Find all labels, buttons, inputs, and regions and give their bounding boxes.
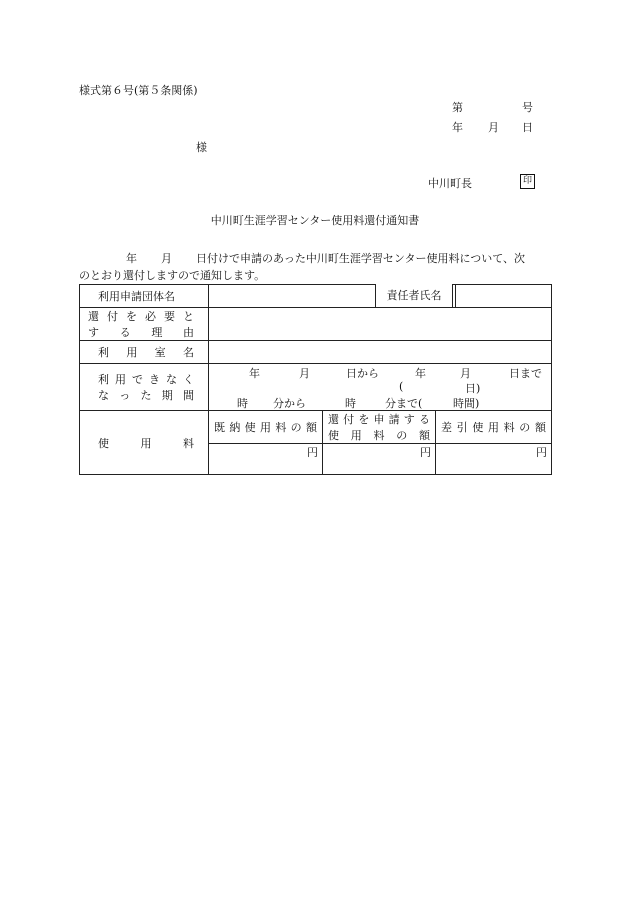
lbl-char: 要 bbox=[164, 310, 175, 323]
lbl-char: 利 bbox=[98, 346, 109, 359]
lbl-char: 名 bbox=[182, 346, 194, 359]
label-usage-fee bbox=[80, 411, 209, 475]
lbl-char: な bbox=[98, 389, 109, 402]
period-end-day: 日まで bbox=[509, 367, 542, 380]
label-room-name bbox=[80, 341, 209, 364]
period-start-minute: 分から bbox=[273, 397, 306, 410]
responsible-value bbox=[456, 285, 552, 308]
body-line1-text: 日付けで申請のあった中川町生涯学習センター使用料について、次 bbox=[196, 252, 526, 265]
hdr-char: 料 bbox=[275, 421, 287, 434]
lbl-char: 利 bbox=[98, 373, 109, 386]
seal-mark: 印 bbox=[520, 174, 535, 189]
label-refund-reason bbox=[80, 308, 209, 341]
lbl-char: 用 bbox=[115, 373, 126, 386]
lbl-char: 還 bbox=[88, 310, 99, 323]
document-title: 中川町生涯学習センター使用料還付通知書 bbox=[210, 214, 420, 227]
refund-requested-fee-value bbox=[323, 444, 436, 475]
header-refund-requested-fee bbox=[323, 411, 436, 444]
refund-reason-value bbox=[209, 308, 552, 341]
yen-unit: 円 bbox=[307, 446, 318, 459]
yen-unit: 円 bbox=[536, 446, 547, 459]
period-start-month: 月 bbox=[299, 367, 310, 380]
hdr-char: 料 bbox=[503, 421, 515, 434]
hdr-char: る bbox=[418, 413, 430, 426]
hdr-char: 用 bbox=[487, 421, 499, 434]
lbl-char: 必 bbox=[145, 310, 156, 323]
lbl-char: た bbox=[140, 389, 152, 402]
period-end-month: 月 bbox=[460, 367, 471, 380]
label-applicant-group-text: 利用申請団体名 bbox=[98, 290, 175, 303]
lbl-char: っ bbox=[119, 389, 131, 402]
issuer: 中川町長 bbox=[428, 177, 472, 190]
hdr-char: の bbox=[290, 421, 302, 434]
lbl-char: で bbox=[132, 373, 143, 386]
lbl-char: き bbox=[149, 373, 160, 386]
body-month: 月 bbox=[161, 252, 172, 265]
lbl-char: 期 bbox=[161, 389, 173, 402]
hdr-char: を bbox=[358, 413, 370, 426]
hdr-char: 料 bbox=[373, 429, 385, 442]
hdr-char: 引 bbox=[456, 421, 468, 434]
net-fee-value bbox=[436, 444, 552, 475]
yen-unit: 円 bbox=[420, 446, 431, 459]
lbl-char: を bbox=[126, 310, 137, 323]
hdr-char: 請 bbox=[388, 413, 400, 426]
paid-fee-value bbox=[209, 444, 323, 475]
date-day: 日 bbox=[522, 121, 533, 134]
period-end-year: 年 bbox=[415, 367, 426, 380]
lbl-char: 用 bbox=[140, 436, 152, 450]
header-net-fee bbox=[436, 411, 552, 444]
form-number: 様式第６号(第５条関係) bbox=[79, 84, 198, 97]
lbl-char: 用 bbox=[126, 346, 138, 359]
hdr-char: 用 bbox=[350, 429, 362, 442]
label-unusable-period bbox=[80, 364, 209, 411]
hdr-char: 還 bbox=[328, 413, 339, 426]
period-hours: 時間) bbox=[453, 397, 480, 410]
hdr-char: 納 bbox=[229, 421, 241, 434]
hdr-char: 使 bbox=[328, 429, 339, 442]
body-year: 年 bbox=[126, 252, 137, 265]
date-year: 年 bbox=[452, 121, 463, 134]
period-end-hour: 時 bbox=[345, 397, 356, 410]
lbl-char: 理 bbox=[151, 326, 163, 339]
label-applicant-group bbox=[80, 285, 209, 308]
body-line-2: のとおり還付しますので通知します。 bbox=[79, 269, 266, 282]
period-start-hour: 時 bbox=[237, 397, 248, 410]
period-days-close: 日) bbox=[465, 382, 481, 395]
lbl-char: 付 bbox=[107, 310, 118, 323]
hdr-char: 付 bbox=[343, 413, 355, 426]
room-name-value bbox=[209, 341, 552, 364]
doc-number-prefix: 第 bbox=[452, 101, 463, 114]
period-end-minute: 分まで( bbox=[385, 397, 423, 410]
date-month: 月 bbox=[488, 121, 499, 134]
period-start-day: 日から bbox=[346, 367, 379, 380]
hdr-char: 使 bbox=[244, 421, 256, 434]
hdr-char: の bbox=[519, 421, 531, 434]
lbl-char: と bbox=[183, 310, 194, 323]
hdr-char: 既 bbox=[214, 421, 225, 434]
hdr-char: 差 bbox=[441, 421, 452, 434]
lbl-char: な bbox=[166, 373, 177, 386]
hdr-char: の bbox=[396, 429, 408, 442]
lbl-char: す bbox=[88, 326, 99, 339]
unusable-period-value bbox=[209, 364, 552, 411]
lbl-char: る bbox=[119, 326, 131, 339]
doc-number-suffix: 号 bbox=[522, 101, 533, 114]
hdr-char: 額 bbox=[419, 429, 430, 442]
lbl-char: 室 bbox=[154, 346, 166, 359]
lbl-char: く bbox=[183, 373, 194, 386]
hdr-char: す bbox=[403, 413, 415, 426]
hdr-char: 用 bbox=[259, 421, 271, 434]
lbl-char: 間 bbox=[183, 389, 194, 402]
label-responsible-name: 責任者氏名 bbox=[375, 284, 453, 307]
hdr-char: 使 bbox=[472, 421, 484, 434]
period-start-year: 年 bbox=[249, 367, 260, 380]
hdr-char: 額 bbox=[305, 421, 317, 434]
hdr-char: 額 bbox=[534, 421, 546, 434]
header-paid-fee bbox=[209, 411, 323, 444]
lbl-char: 使 bbox=[98, 436, 109, 450]
period-days-open: ( bbox=[399, 380, 404, 393]
hdr-char: 申 bbox=[373, 413, 385, 426]
lbl-char: 由 bbox=[182, 326, 194, 339]
lbl-char: 料 bbox=[183, 436, 194, 450]
addressee-suffix: 様 bbox=[196, 141, 207, 154]
refund-form-table bbox=[79, 284, 552, 475]
